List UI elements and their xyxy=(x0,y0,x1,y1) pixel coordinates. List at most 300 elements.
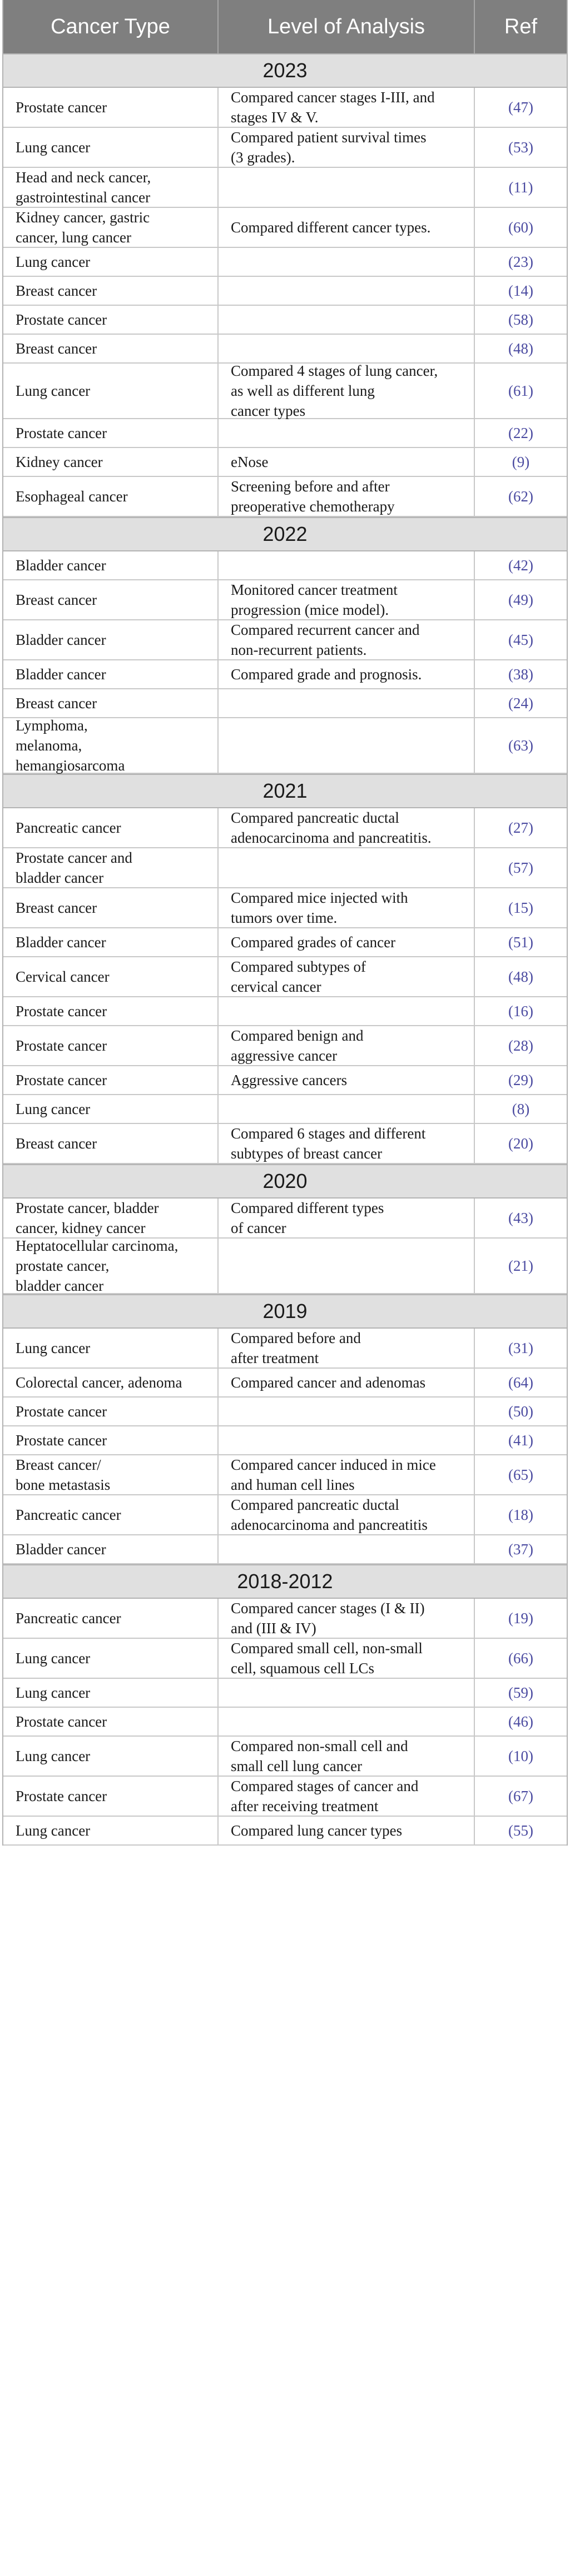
ref-link[interactable]: 20 xyxy=(513,1135,528,1152)
cell-ref xyxy=(475,888,567,927)
ref-open-paren: ( xyxy=(512,1101,517,1117)
cancer-type-text: Esophageal cancer xyxy=(16,488,128,505)
cancer-type-text: Prostate cancer xyxy=(16,1403,107,1420)
cell-ref xyxy=(475,1066,567,1094)
ref-link[interactable]: 63 xyxy=(513,737,528,754)
ref-open-paren: ( xyxy=(508,1541,513,1558)
ref-open-paren: ( xyxy=(508,253,513,270)
ref-close-paren: ) xyxy=(528,695,533,712)
ref-link[interactable]: 47 xyxy=(513,99,528,116)
ref-open-paren: ( xyxy=(508,1506,513,1523)
analysis-text: Compared 6 stages and different subtypes of breast cancer xyxy=(231,1125,426,1162)
ref-link[interactable]: 48 xyxy=(513,968,528,985)
cell-cancer-type xyxy=(3,928,219,956)
cell-ref xyxy=(475,808,567,847)
cancer-type-text: Bladder cancer xyxy=(16,557,106,574)
analysis-text: Compared pancreatic ductal adenocarcinoma and pancreatitis xyxy=(231,1496,428,1533)
ref-close-paren: ) xyxy=(528,666,533,683)
table-row xyxy=(3,1369,567,1398)
cancer-type-text: Lung cancer xyxy=(16,253,91,270)
year-section-header: 2020 xyxy=(3,1164,567,1199)
ref-close-paren: ) xyxy=(528,253,533,270)
cell-cancer-type xyxy=(3,1329,219,1367)
ref-link[interactable]: 49 xyxy=(513,591,528,608)
ref-close-paren: ) xyxy=(528,859,533,876)
cell-ref xyxy=(475,168,567,207)
ref-link[interactable]: 29 xyxy=(513,1072,528,1088)
ref-link[interactable]: 65 xyxy=(513,1466,528,1483)
cell-level-of-analysis xyxy=(219,928,475,956)
ref-link[interactable]: 9 xyxy=(517,454,525,470)
ref-link[interactable]: 58 xyxy=(513,311,528,328)
cell-level-of-analysis xyxy=(219,448,475,476)
cancer-type-text: Prostate cancer xyxy=(16,1037,107,1054)
year-section-header: 2022 xyxy=(3,517,567,551)
table-row xyxy=(3,1426,567,1455)
table-row xyxy=(3,1455,567,1495)
cancer-type-text: Heptatocellular carcinoma, prostate cancer, bladder cancer xyxy=(16,1237,179,1294)
cell-cancer-type xyxy=(3,1026,219,1065)
table-row xyxy=(3,1639,567,1679)
cell-ref xyxy=(475,1124,567,1163)
cancer-type-text: Lymphoma, melanoma, hemangiosarcoma xyxy=(16,717,125,774)
cell-cancer-type xyxy=(3,1777,219,1816)
table-row xyxy=(3,88,567,128)
table-row xyxy=(3,689,567,718)
cell-cancer-type xyxy=(3,660,219,688)
cell-ref xyxy=(475,1777,567,1816)
ref-link[interactable]: 45 xyxy=(513,631,528,648)
ref-link[interactable]: 14 xyxy=(513,282,528,299)
cancer-type-text: Prostate cancer xyxy=(16,425,107,441)
cell-level-of-analysis xyxy=(219,580,475,619)
cell-cancer-type xyxy=(3,1535,219,1563)
ref-close-paren: ) xyxy=(528,282,533,299)
ref-link[interactable]: 18 xyxy=(513,1506,528,1523)
cell-ref xyxy=(475,551,567,579)
analysis-text: Compared subtypes of cervical cancer xyxy=(231,958,366,995)
ref-close-paren: ) xyxy=(528,219,533,236)
cancer-type-text: Kidney cancer xyxy=(16,454,103,470)
ref-open-paren: ( xyxy=(508,382,513,399)
ref-open-paren: ( xyxy=(508,591,513,608)
ref-link[interactable]: 43 xyxy=(513,1210,528,1226)
table-row xyxy=(3,580,567,620)
ref-link[interactable]: 22 xyxy=(513,425,528,441)
cell-level-of-analysis xyxy=(219,1495,475,1534)
cell-ref xyxy=(475,477,567,516)
ref-open-paren: ( xyxy=(508,968,513,985)
ref-open-paren: ( xyxy=(508,1374,513,1391)
cell-level-of-analysis xyxy=(219,1329,475,1367)
analysis-text: Compared benign and aggressive cancer xyxy=(231,1027,364,1064)
ref-open-paren: ( xyxy=(508,488,513,505)
analysis-text: Compared grades of cancer xyxy=(231,934,396,951)
ref-open-paren: ( xyxy=(508,1340,513,1356)
ref-open-paren: ( xyxy=(508,1257,513,1274)
ref-link[interactable]: 42 xyxy=(513,557,528,574)
cell-cancer-type xyxy=(3,551,219,579)
cell-ref xyxy=(475,1455,567,1494)
ref-link[interactable]: 27 xyxy=(513,819,528,836)
ref-open-paren: ( xyxy=(508,557,513,574)
ref-link[interactable]: 16 xyxy=(513,1003,528,1020)
cell-level-of-analysis xyxy=(219,718,475,773)
ref-open-paren: ( xyxy=(508,819,513,836)
ref-close-paren: ) xyxy=(528,1003,533,1020)
table-row xyxy=(3,248,567,277)
cell-cancer-type xyxy=(3,306,219,334)
analysis-text: Compared different cancer types. xyxy=(231,219,431,236)
ref-link[interactable]: 46 xyxy=(513,1713,528,1730)
table-row xyxy=(3,448,567,477)
ref-open-paren: ( xyxy=(512,454,517,470)
cell-cancer-type xyxy=(3,1737,219,1776)
cell-ref xyxy=(475,620,567,659)
cell-level-of-analysis xyxy=(219,1398,475,1425)
ref-link[interactable]: 57 xyxy=(513,859,528,876)
ref-open-paren: ( xyxy=(508,1037,513,1054)
cell-level-of-analysis xyxy=(219,1369,475,1396)
table-row xyxy=(3,551,567,580)
cell-ref xyxy=(475,277,567,305)
cell-cancer-type xyxy=(3,620,219,659)
cancer-type-text: Bladder cancer xyxy=(16,934,106,951)
ref-link[interactable]: 21 xyxy=(513,1257,528,1274)
ref-link[interactable]: 60 xyxy=(513,219,528,236)
cell-cancer-type xyxy=(3,1398,219,1425)
table-row xyxy=(3,277,567,306)
cell-ref xyxy=(475,848,567,887)
cell-level-of-analysis xyxy=(219,1639,475,1678)
ref-open-paren: ( xyxy=(508,282,513,299)
analysis-text: Compared non-small cell and small cell lung cancer xyxy=(231,1738,408,1774)
cell-level-of-analysis xyxy=(219,168,475,207)
table-row xyxy=(3,660,567,689)
cell-level-of-analysis xyxy=(219,364,475,418)
ref-close-paren: ) xyxy=(528,1650,533,1667)
ref-link[interactable]: 41 xyxy=(513,1432,528,1449)
cancer-type-text: Prostate cancer xyxy=(16,1432,107,1449)
ref-open-paren: ( xyxy=(508,899,513,916)
table-row xyxy=(3,168,567,208)
cancer-type-text: Colorectal cancer, adenoma xyxy=(16,1374,182,1391)
ref-link[interactable]: 28 xyxy=(513,1037,528,1054)
ref-open-paren: ( xyxy=(508,1210,513,1226)
table-row xyxy=(3,997,567,1026)
cancer-type-text: Kidney cancer, gastric cancer, lung cancer xyxy=(16,209,150,246)
cell-cancer-type xyxy=(3,208,219,247)
ref-open-paren: ( xyxy=(508,1072,513,1088)
cell-cancer-type xyxy=(3,335,219,362)
ref-link[interactable]: 50 xyxy=(513,1403,528,1420)
table-row xyxy=(3,620,567,660)
analysis-text: Compared mice injected with tumors over time. xyxy=(231,889,408,926)
cell-level-of-analysis xyxy=(219,660,475,688)
cancer-type-text: Pancreatic cancer xyxy=(16,1610,121,1627)
cancer-type-text: Prostate cancer xyxy=(16,1713,107,1730)
ref-open-paren: ( xyxy=(508,425,513,441)
ref-close-paren: ) xyxy=(528,819,533,836)
ref-open-paren: ( xyxy=(508,1713,513,1730)
cell-level-of-analysis xyxy=(219,1426,475,1454)
ref-open-paren: ( xyxy=(508,934,513,951)
cell-ref xyxy=(475,419,567,447)
cell-level-of-analysis xyxy=(219,957,475,996)
analysis-text: Compared cancer and adenomas xyxy=(231,1374,426,1391)
cancer-type-text: Breast cancer xyxy=(16,899,97,916)
ref-link[interactable]: 31 xyxy=(513,1340,528,1356)
ref-link[interactable]: 23 xyxy=(513,253,528,270)
cell-level-of-analysis xyxy=(219,689,475,717)
cell-ref xyxy=(475,1708,567,1735)
ref-open-paren: ( xyxy=(508,859,513,876)
cancer-type-text: Lung cancer xyxy=(16,1684,91,1701)
cell-cancer-type xyxy=(3,1199,219,1237)
cell-cancer-type xyxy=(3,1495,219,1534)
ref-close-paren: ) xyxy=(528,1374,533,1391)
analysis-text: Monitored cancer treatment progression (mice model). xyxy=(231,581,398,618)
analysis-text: Compared recurrent cancer and non-recurrent patients. xyxy=(231,621,420,658)
ref-link[interactable]: 61 xyxy=(513,382,528,399)
cell-ref xyxy=(475,364,567,418)
cell-cancer-type xyxy=(3,277,219,305)
cancer-type-text: Breast cancer xyxy=(16,695,97,712)
ref-link[interactable]: 66 xyxy=(513,1650,528,1667)
cell-level-of-analysis xyxy=(219,419,475,447)
ref-link[interactable]: 8 xyxy=(517,1101,525,1117)
ref-open-paren: ( xyxy=(508,631,513,648)
cell-cancer-type xyxy=(3,1639,219,1678)
analysis-text: Compared cancer stages I-III, and stages IV & V. xyxy=(231,89,435,126)
ref-open-paren: ( xyxy=(508,666,513,683)
cancer-studies-table xyxy=(2,0,568,1846)
analysis-text: Compared before and after treatment xyxy=(231,1330,361,1366)
cell-level-of-analysis xyxy=(219,1708,475,1735)
analysis-text: Compared cancer induced in mice and human cell lines xyxy=(231,1456,436,1493)
ref-close-paren: ) xyxy=(528,737,533,754)
ref-link[interactable]: 19 xyxy=(513,1610,528,1627)
ref-close-paren: ) xyxy=(528,1713,533,1730)
ref-open-paren: ( xyxy=(508,1003,513,1020)
cell-ref xyxy=(475,335,567,362)
ref-close-paren: ) xyxy=(528,1340,533,1356)
ref-link[interactable]: 38 xyxy=(513,666,528,683)
table-row xyxy=(3,128,567,168)
ref-open-paren: ( xyxy=(508,695,513,712)
cell-level-of-analysis xyxy=(219,1026,475,1065)
ref-link[interactable]: 15 xyxy=(513,899,528,916)
ref-open-paren: ( xyxy=(508,179,514,196)
table-row xyxy=(3,477,567,517)
ref-open-paren: ( xyxy=(508,1135,513,1152)
cell-cancer-type xyxy=(3,1124,219,1163)
cell-level-of-analysis xyxy=(219,208,475,247)
cell-cancer-type xyxy=(3,718,219,773)
ref-close-paren: ) xyxy=(528,488,533,505)
cell-cancer-type xyxy=(3,1066,219,1094)
cancer-type-text: Lung cancer xyxy=(16,1650,91,1667)
cell-ref xyxy=(475,1239,567,1293)
ref-close-paren: ) xyxy=(528,899,533,916)
ref-link[interactable]: 62 xyxy=(513,488,528,505)
analysis-text: Compared cancer stages (I & II) and (III & IV) xyxy=(231,1600,425,1637)
ref-link[interactable]: 64 xyxy=(513,1374,528,1391)
cell-cancer-type xyxy=(3,88,219,127)
cancer-type-text: Cervical cancer xyxy=(16,968,110,985)
ref-open-paren: ( xyxy=(508,1650,513,1667)
ref-link[interactable]: 11 xyxy=(513,179,528,196)
ref-close-paren: ) xyxy=(528,179,533,196)
cancer-type-text: Pancreatic cancer xyxy=(16,1506,121,1523)
table-row xyxy=(3,1737,567,1777)
cancer-type-text: Breast cancer xyxy=(16,282,97,299)
ref-link[interactable]: 53 xyxy=(513,139,528,156)
cell-cancer-type xyxy=(3,1708,219,1735)
cell-level-of-analysis xyxy=(219,888,475,927)
ref-close-paren: ) xyxy=(528,340,533,357)
cancer-type-text: Lung cancer xyxy=(16,139,91,156)
ref-link[interactable]: 59 xyxy=(513,1684,528,1701)
ref-link[interactable]: 37 xyxy=(513,1541,528,1558)
cancer-type-text: Prostate cancer xyxy=(16,1003,107,1020)
ref-close-paren: ) xyxy=(528,1506,533,1523)
table-row xyxy=(3,1095,567,1124)
cell-cancer-type xyxy=(3,448,219,476)
cell-cancer-type xyxy=(3,808,219,847)
ref-link[interactable]: 55 xyxy=(513,1822,528,1839)
table-row xyxy=(3,1777,567,1817)
cell-ref xyxy=(475,957,567,996)
ref-close-paren: ) xyxy=(528,99,533,116)
cancer-type-text: Breast cancer xyxy=(16,1135,97,1152)
cell-cancer-type xyxy=(3,888,219,927)
ref-close-paren: ) xyxy=(528,1072,533,1088)
cell-level-of-analysis xyxy=(219,88,475,127)
cell-level-of-analysis xyxy=(219,1066,475,1094)
analysis-text: eNose xyxy=(231,454,269,470)
cell-level-of-analysis xyxy=(219,1777,475,1816)
ref-link[interactable]: 48 xyxy=(513,340,528,357)
cancer-type-text: Bladder cancer xyxy=(16,631,106,648)
ref-close-paren: ) xyxy=(528,631,533,648)
table-row xyxy=(3,335,567,364)
cancer-type-text: Lung cancer xyxy=(16,1822,91,1839)
cell-level-of-analysis xyxy=(219,620,475,659)
cell-ref xyxy=(475,1398,567,1425)
cell-ref xyxy=(475,1737,567,1776)
ref-close-paren: ) xyxy=(528,1788,533,1804)
cell-level-of-analysis xyxy=(219,306,475,334)
cell-ref xyxy=(475,448,567,476)
ref-close-paren: ) xyxy=(528,382,533,399)
ref-open-paren: ( xyxy=(508,737,513,754)
cell-cancer-type xyxy=(3,477,219,516)
cell-level-of-analysis xyxy=(219,808,475,847)
ref-open-paren: ( xyxy=(508,219,513,236)
cell-ref xyxy=(475,1495,567,1534)
cell-ref xyxy=(475,1329,567,1367)
table-row xyxy=(3,1398,567,1426)
table-row xyxy=(3,208,567,248)
cell-level-of-analysis xyxy=(219,1239,475,1293)
cell-level-of-analysis xyxy=(219,1124,475,1163)
ref-close-paren: ) xyxy=(528,1257,533,1274)
ref-close-paren: ) xyxy=(528,1466,533,1483)
ref-open-paren: ( xyxy=(508,1610,513,1627)
cell-cancer-type xyxy=(3,1455,219,1494)
cancer-type-text: Prostate cancer and bladder cancer xyxy=(16,849,132,886)
ref-open-paren: ( xyxy=(508,1684,513,1701)
cell-ref xyxy=(475,928,567,956)
ref-close-paren: ) xyxy=(528,1135,533,1152)
cell-ref xyxy=(475,128,567,167)
cancer-type-text: Lung cancer xyxy=(16,1748,91,1764)
ref-link[interactable]: 51 xyxy=(513,934,528,951)
cell-cancer-type xyxy=(3,1679,219,1707)
ref-open-paren: ( xyxy=(508,1466,513,1483)
cancer-type-text: Lung cancer xyxy=(16,1340,91,1356)
year-section-header: 2019 xyxy=(3,1294,567,1329)
cancer-type-text: Bladder cancer xyxy=(16,1541,106,1558)
ref-close-paren: ) xyxy=(528,139,533,156)
cell-cancer-type xyxy=(3,580,219,619)
cancer-type-text: Breast cancer xyxy=(16,340,97,357)
ref-open-paren: ( xyxy=(508,1432,513,1449)
ref-link[interactable]: 24 xyxy=(513,695,528,712)
ref-link[interactable]: 67 xyxy=(513,1788,528,1804)
cell-ref xyxy=(475,1026,567,1065)
cancer-type-text: Head and neck cancer, gastrointestinal cancer xyxy=(16,169,151,206)
cancer-type-text: Prostate cancer xyxy=(16,1072,107,1088)
table-row xyxy=(3,419,567,448)
cell-cancer-type xyxy=(3,248,219,276)
cell-level-of-analysis xyxy=(219,551,475,579)
ref-close-paren: ) xyxy=(528,425,533,441)
cancer-type-text: Prostate cancer xyxy=(16,1788,107,1804)
cell-ref xyxy=(475,1426,567,1454)
cell-ref xyxy=(475,718,567,773)
cell-ref xyxy=(475,1639,567,1678)
cell-cancer-type xyxy=(3,957,219,996)
table-row xyxy=(3,1026,567,1066)
ref-close-paren: ) xyxy=(528,591,533,608)
cell-ref xyxy=(475,1817,567,1844)
analysis-text: Compared small cell, non-small cell, squamous cell LCs xyxy=(231,1640,423,1677)
table-row xyxy=(3,1599,567,1639)
ref-close-paren: ) xyxy=(528,1210,533,1226)
cell-ref xyxy=(475,1369,567,1396)
table-row xyxy=(3,306,567,335)
ref-link[interactable]: 10 xyxy=(513,1748,528,1764)
cell-ref xyxy=(475,660,567,688)
analysis-text: Compared lung cancer types xyxy=(231,1822,403,1839)
cancer-type-text: Pancreatic cancer xyxy=(16,819,121,836)
ref-close-paren: ) xyxy=(528,1748,533,1764)
year-section-header: 2018-2012 xyxy=(3,1564,567,1599)
table-row xyxy=(3,957,567,997)
table-row xyxy=(3,1495,567,1535)
ref-open-paren: ( xyxy=(508,1822,513,1839)
table-row xyxy=(3,1066,567,1095)
cell-level-of-analysis xyxy=(219,335,475,362)
cell-ref xyxy=(475,1535,567,1563)
cancer-type-text: Breast cancer/ bone metastasis xyxy=(16,1456,111,1493)
cell-level-of-analysis xyxy=(219,1679,475,1707)
table-row xyxy=(3,928,567,957)
header-cancer-type: Cancer Type xyxy=(3,0,219,53)
table-row xyxy=(3,1679,567,1708)
